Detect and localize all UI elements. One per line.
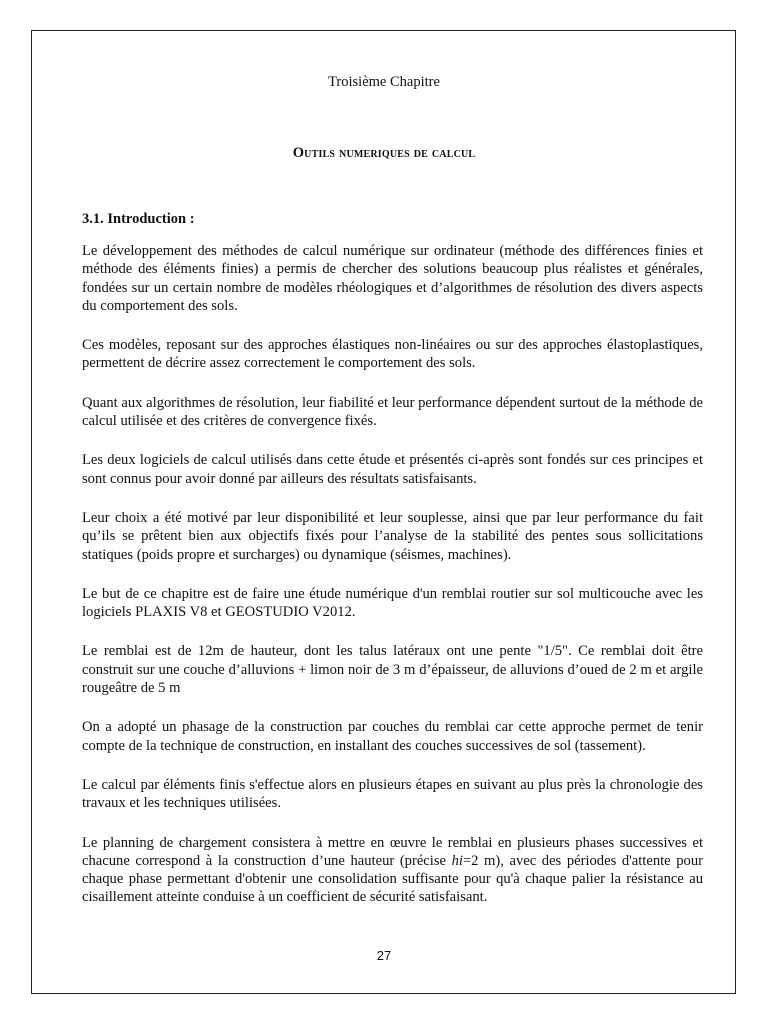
- paragraph-planning-end: =2 m), avec des périodes d'attente pour chaque phase permettant d'obtenir une consolidation suffisante pour qu'à chaque palier la résistance au cisaillement atteinte conduise à un coefficient de sécurité satisfaisant.: [82, 852, 703, 906]
- page-number: 27: [376, 948, 392, 963]
- paragraph: Leur choix a été motivé par leur disponibilité et leur souplesse, ainsi que par leur performance du fait qu’ils se prêtent bien aux objectifs fixés pour l’analyse de la stabilité des pentes sous sollicitations statiques (poids propre et surcharges) ou dynamique (séismes, machines).: [82, 509, 703, 563]
- paragraph: Les deux logiciels de calcul utilisés dans cette étude et présentés ci-après sont fondés sur ces principes et sont connus pour avoir donné par ailleurs des résultats satisfaisants.: [82, 452, 703, 487]
- paragraph: Le but de ce chapitre est de faire une étude numérique d'un remblai routier sur sol multicouche avec les logiciels PLAXIS V8 et GEOSTUDIO V2012.: [82, 585, 703, 621]
- section-heading: 3.1. Introduction :: [82, 211, 195, 227]
- paragraph: Le développement des méthodes de calcul numérique sur ordinateur (méthode des différences finies et méthode des éléments finies) a permis de chercher des solutions beaucoup plus réalistes et générales, fondées sur un certain nombre de modèles rhéologiques et d’algorithmes de résolution des divers aspects du comportement des sols.: [82, 243, 703, 314]
- paragraph-planning-start: Le planning de chargement consistera à mettre en œuvre le remblai en plusieurs phases successives et chacune correspond à la construction d’une hauteur (précise: [82, 834, 703, 869]
- paragraph: Le remblai est de 12m de hauteur, dont les talus latéraux ont une pente "1/5". Ce remblai doit être construit sur une couche d’alluvions + limon noir de 3 m d’épaisseur, de alluvions d’oued de 2 m et argile rougeâtre de 5 m: [82, 643, 703, 697]
- paragraph-planning: [82, 834, 703, 907]
- body-text: [82, 242, 703, 928]
- chapter-label: Troisième Chapitre: [328, 74, 440, 90]
- paragraph: On a adopté un phasage de la construction par couches du remblai car cette approche permet de tenir compte de la technique de construction, en installant des couches successives de sol (tassement).: [82, 719, 703, 754]
- paragraph: Ces modèles, reposant sur des approches élastiques non-linéaires ou sur des approches élastoplastiques, permettent de décrire assez correctement le comportement des sols.: [82, 337, 703, 372]
- paragraph: Le calcul par éléments finis s'effectue alors en plusieurs étapes en suivant au plus près la chronologie des travaux et les techniques utilisées.: [82, 776, 703, 812]
- chapter-title: Outils numeriques de calcul: [292, 145, 476, 161]
- paragraph: Quant aux algorithmes de résolution, leur fiabilité et leur performance dépendent surtout de la méthode de calcul utilisée et des critères de convergence fixés.: [82, 394, 703, 430]
- paragraph-planning-variable: hi: [451, 852, 463, 869]
